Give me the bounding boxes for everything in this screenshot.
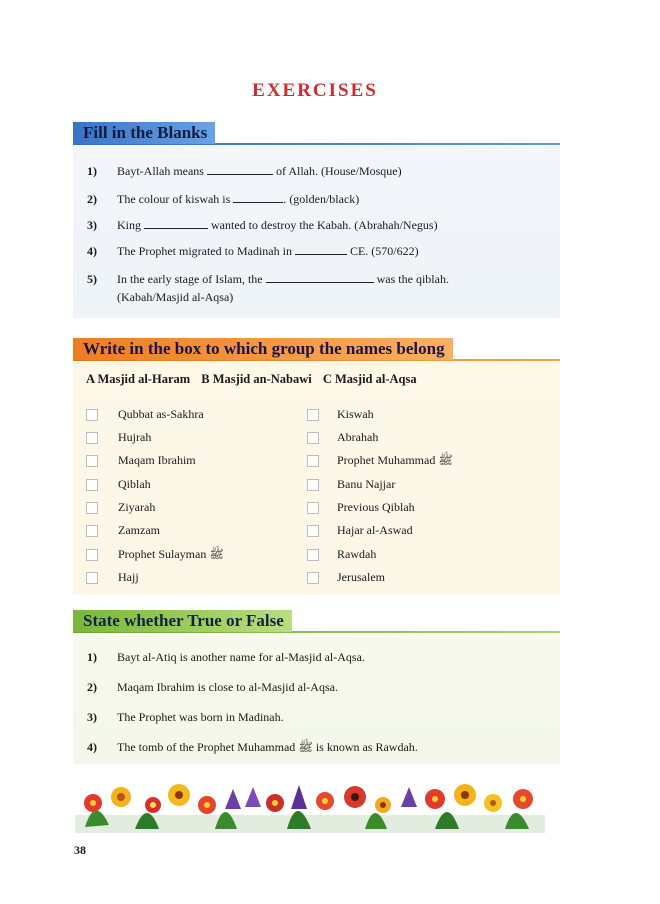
group-label-c: C Masjid al-Aqsa: [322, 372, 417, 386]
groups-header: [73, 338, 560, 362]
group-labels: [86, 372, 425, 387]
question-number: 4): [87, 740, 97, 754]
list-item: Prophet Sulayman ﷺ: [118, 547, 224, 561]
list-item: Qubbat as-Sakhra: [118, 407, 204, 421]
answer-blank[interactable]: [266, 270, 374, 283]
question-options: (Kabah/Masjid al-Aqsa): [117, 290, 234, 304]
group-label-a: A Masjid al-Haram: [86, 372, 191, 386]
question-text: CE. (570/622): [349, 244, 419, 258]
question-number: 1): [87, 650, 97, 664]
list-item: Rawdah: [337, 547, 377, 561]
answer-box[interactable]: [307, 502, 319, 514]
page-title: EXERCISES: [252, 80, 378, 101]
flower-icon: [84, 784, 533, 814]
question-number: 4): [87, 244, 97, 258]
answer-box[interactable]: [86, 549, 98, 561]
answer-box[interactable]: [307, 479, 319, 491]
answer-box[interactable]: [307, 432, 319, 444]
list-item: Previous Qiblah: [337, 500, 415, 514]
list-item: Maqam Ibrahim: [118, 453, 196, 467]
answer-box[interactable]: [307, 409, 319, 421]
question-number: 1): [87, 164, 97, 178]
list-item: Abrahah: [337, 430, 379, 444]
question-number: 2): [87, 680, 97, 694]
question-text: wanted to destroy the Kabah. (Abrahah/Negus): [211, 218, 438, 232]
answer-box[interactable]: [307, 525, 319, 537]
question-number: 2): [87, 192, 97, 206]
answer-box[interactable]: [86, 479, 98, 491]
answer-box[interactable]: [86, 572, 98, 584]
list-item: Jerusalem: [337, 570, 385, 584]
answer-blank[interactable]: [233, 190, 283, 203]
answer-blank[interactable]: [295, 242, 347, 255]
true-false-heading: State whether True or False: [73, 610, 292, 632]
question-text: Maqam Ibrahim is close to al-Masjid al-Aqsa.: [117, 680, 338, 694]
question-text: of Allah. (House/Mosque): [275, 164, 402, 178]
list-item: Zamzam: [118, 523, 160, 537]
question-text: The tomb of the Prophet Muhammad ﷺ is known as Rawdah.: [117, 740, 418, 754]
list-item: Ziyarah: [118, 500, 156, 514]
question-text: Bayt-Allah means: [117, 164, 204, 178]
question-number: 3): [87, 710, 97, 724]
list-item: Kiswah: [337, 407, 374, 421]
question-text: King: [117, 218, 141, 232]
page-number: 38: [74, 843, 86, 857]
true-false-header: [73, 610, 560, 634]
answer-box[interactable]: [86, 455, 98, 467]
list-item: Prophet Muhammad ﷺ: [337, 453, 453, 467]
question-text: . (golden/black): [283, 192, 360, 206]
group-label-b: B Masjid an-Nabawi: [201, 372, 312, 386]
question-text: The Prophet migrated to Madinah in: [117, 244, 292, 258]
groups-heading: Write in the box to which group the names belong: [73, 338, 453, 360]
answer-blank[interactable]: [144, 216, 208, 229]
fill-blanks-heading: Fill in the Blanks: [73, 122, 215, 144]
question-number: 3): [87, 218, 97, 232]
list-item: Hujrah: [118, 430, 152, 444]
list-item: Hajar al-Aswad: [337, 523, 413, 537]
fill-blanks-header: [73, 122, 560, 146]
answer-box[interactable]: [86, 409, 98, 421]
question-text: was the qiblah.: [376, 272, 449, 286]
answer-box[interactable]: [86, 502, 98, 514]
question-text: Bayt al-Atiq is another name for al-Masjid al-Aqsa.: [117, 650, 365, 664]
question-text: The colour of kiswah is: [117, 192, 231, 206]
answer-box[interactable]: [307, 572, 319, 584]
answer-blank[interactable]: [207, 162, 273, 175]
answer-box[interactable]: [86, 432, 98, 444]
list-item: Hajj: [118, 570, 139, 584]
answer-box[interactable]: [307, 549, 319, 561]
answer-box[interactable]: [307, 455, 319, 467]
question-text: In the early stage of Islam, the: [117, 272, 263, 286]
answer-box[interactable]: [86, 525, 98, 537]
flower-border-illustration: [75, 775, 545, 833]
question-number: 5): [87, 272, 97, 286]
list-item: Banu Najjar: [337, 477, 396, 491]
list-item: Qiblah: [118, 477, 151, 491]
question-text: The Prophet was born in Madinah.: [117, 710, 284, 724]
